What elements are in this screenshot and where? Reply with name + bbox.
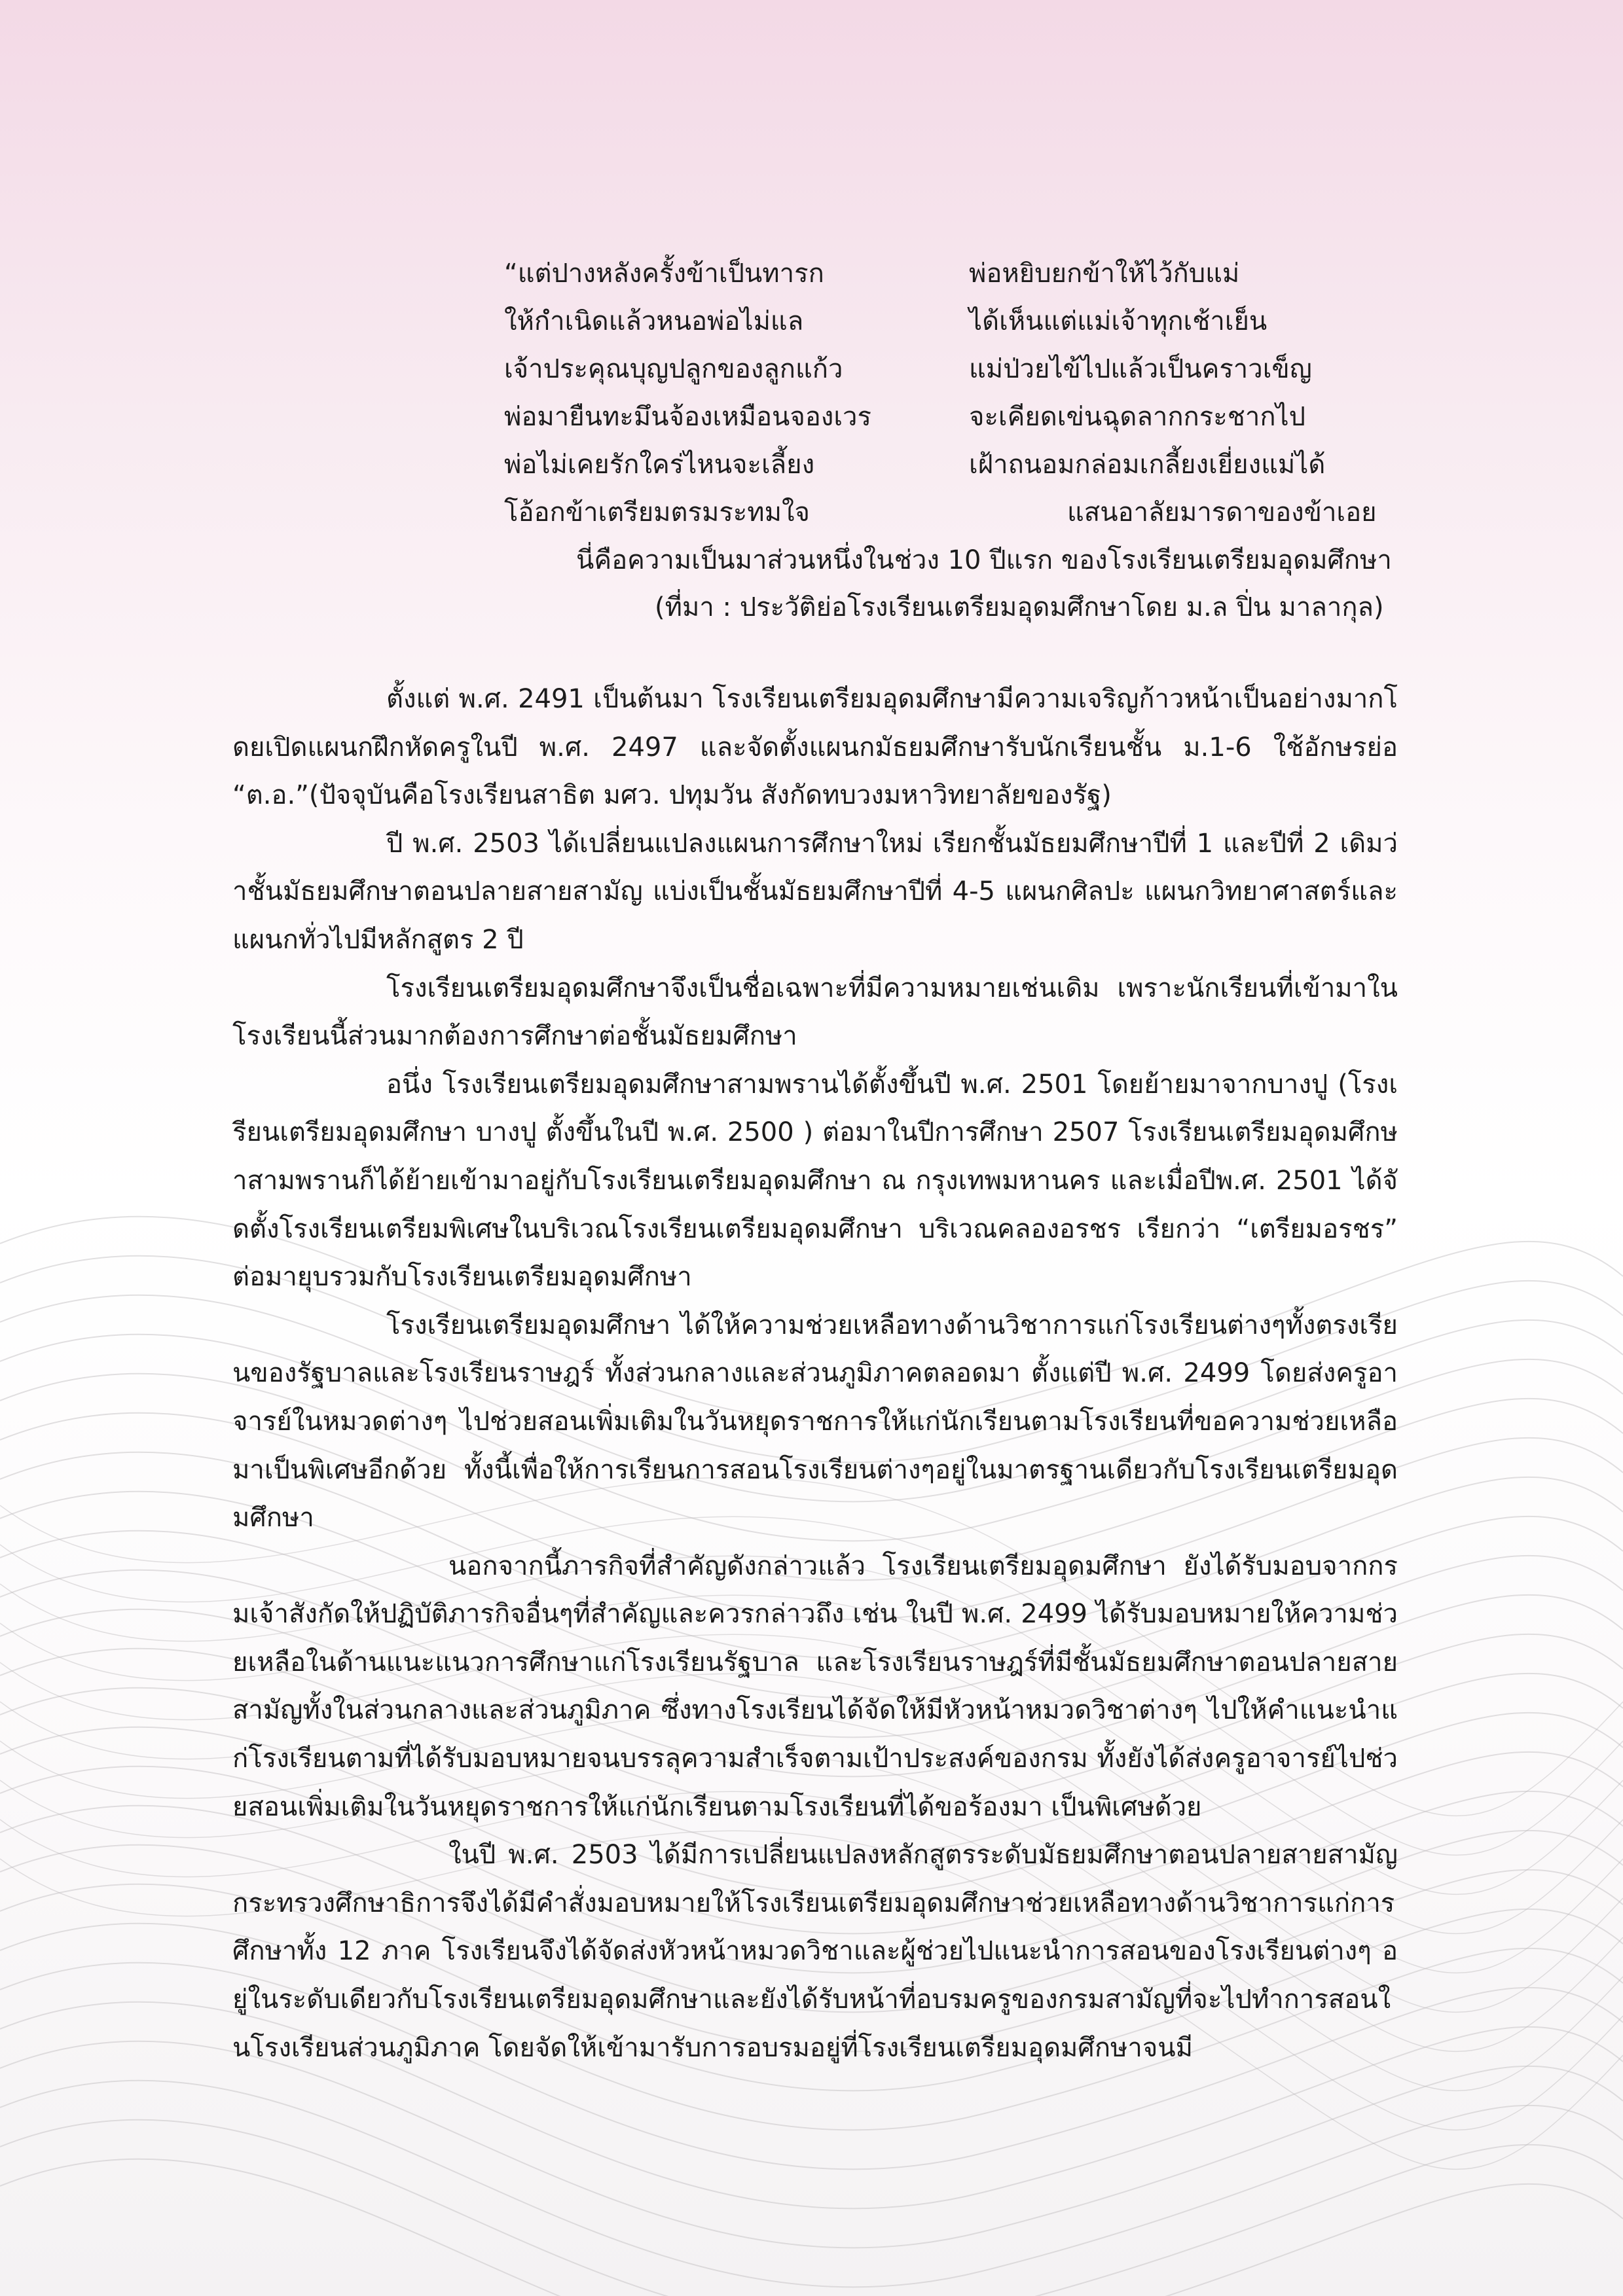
poem-line xyxy=(504,298,1434,346)
poem-verse-left: “แต่ปางหลังครั้งข้าเป็นทารก xyxy=(504,259,824,289)
poem-verse-left: พ่อมายืนทะมึนจ้องเหมือนจองเวร xyxy=(504,402,871,432)
poem-verse-right: แสนอาลัยมารดาของข้าเอย xyxy=(1067,497,1377,528)
paragraph: ปี พ.ศ. 2503 ได้เปลี่ยนแปลงแผนการศึกษาใหม่ เรียกชั้นมัธยมศึกษาปีที่ 1 และปีที่ 2 เดิมว่าชั้นมัธยมศึกษาตอนปลายสายสามัญ แบ่งเป็นชั้นมัธยมศึกษาปีที่ 4-5 แผนกศิลปะ แผนกวิทยาศาสตร์และแผนกทั่วไปมีหลักสูตร 2 ปี xyxy=(232,828,1398,955)
poem-block xyxy=(504,250,1434,537)
poem-caption: นี่คือความเป็นมาส่วนหนึ่งในช่วง 10 ปีแรก ของโรงเรียนเตรียมอุดมศึกษา xyxy=(576,545,1392,575)
poem-verse-right: พ่อหยิบยกข้าให้ไว้กับแม่ xyxy=(969,259,1240,289)
poem-verse-right: จะเคียดเข่นฉุดลากกระชากไป xyxy=(969,402,1306,432)
paragraph: ตั้งแต่ พ.ศ. 2491 เป็นต้นมา โรงเรียนเตรียมอุดมศึกษามีความเจริญก้าวหน้าเป็นอย่างมากโดยเปิดแผนกฝึกหัดครูในปี พ.ศ. 2497 และจัดตั้งแผนกมัธยมศึกษารับนักเรียนชั้น ม.1-6 ใช้อักษรย่อ “ต.อ.”(ปัจจุบันคือโรงเรียนสาธิต มศว. ปทุมวัน สังกัดทบวงมหาวิทยาลัยของรัฐ) xyxy=(232,684,1398,811)
poem-source: (ที่มา : ประวัติย่อโรงเรียนเตรียมอุดมศึกษาโดย ม.ล ปิ่น มาลากุล) xyxy=(655,592,1384,622)
paragraph: ในปี พ.ศ. 2503 ได้มีการเปลี่ยนแปลงหลักสูตรระดับมัธยมศึกษาตอนปลายสายสามัญ กระทรวงศึกษาธิการจึงได้มีคำสั่งมอบหมายให้โรงเรียนเตรียมอุดมศึกษาช่วยเหลือทางด้านวิชาการแก่การศึกษาทั้ง 12 ภาค โรงเรียนจึงได้จัดส่งหัวหน้าหมวดวิชาและผู้ช่วยไปแนะนำการสอนของโรงเรียนต่างๆ อยู่ในระดับเดียวกับโรงเรียนเตรียมอุดมศึกษาและยังได้รับหน้าที่อบรมครูของกรมสามัญที่จะไปทำการสอนในโรงเรียนส่วนภูมิภาค โดยจัดให้เข้ามารับการอบรมอยู่ที่โรงเรียนเตรียมอุดมศึกษาจนมี xyxy=(232,1840,1398,2063)
poem-line xyxy=(504,441,1434,489)
poem-verse-left: เจ้าประคุณบุญปลูกของลูกแก้ว xyxy=(504,354,843,384)
poem-verse-right: แม่ป่วยไข้ไปแล้วเป็นคราวเข็ญ xyxy=(969,354,1312,384)
paragraph: โรงเรียนเตรียมอุดมศึกษา ได้ให้ความช่วยเหลือทางด้านวิชาการแก่โรงเรียนต่างๆทั้งตรงเรียนของรัฐบาลและโรงเรียนราษฎร์ ทั้งส่วนกลางและส่วนภูมิภาคตลอดมา ตั้งแต่ปี พ.ศ. 2499 โดยส่งครูอาจารย์ในหมวดต่างๆ ไปช่วยสอนเพิ่มเติมในวันหยุดราชการให้แก่นักเรียนตามโรงเรียนที่ขอความช่วยเหลือมาเป็นพิเศษอีกด้วย ทั้งนี้เพื่อให้การเรียนการสอนโรงเรียนต่างๆอยู่ในมาตรฐานเดียวกับโรงเรียนเตรียมอุดมศึกษา xyxy=(232,1310,1398,1534)
poem-verse-right: เฝ้าถนอมกล่อมเกลี้ยงเยี่ยงแม่ได้ xyxy=(969,450,1326,480)
poem-line xyxy=(504,250,1434,298)
paragraph: อนึ่ง โรงเรียนเตรียมอุดมศึกษาสามพรานได้ตั้งขึ้นปี พ.ศ. 2501 โดยย้ายมาจากบางปู (โรงเรียนเตรียมอุดมศึกษา บางปู ตั้งขึ้นในปี พ.ศ. 2500 ) ต่อมาในปีการศึกษา 2507 โรงเรียนเตรียมอุดมศึกษาสามพรานก็ได้ย้ายเข้ามาอยู่กับโรงเรียนเตรียมอุดมศึกษา ณ กรุงเทพมหานคร และเมื่อปีพ.ศ. 2501 ได้จัดตั้งโรงเรียนเตรียมพิเศษในบริเวณโรงเรียนเตรียมอุดมศึกษา บริเวณคลองอรชร เรียกว่า “เตรียมอรชร” ต่อมายุบรวมกับโรงเรียนเตรียมอุดมศึกษา xyxy=(232,1069,1398,1293)
body-text xyxy=(232,675,1398,2072)
poem-line xyxy=(504,489,1434,537)
poem-verse-right: ได้เห็นแต่แม่เจ้าทุกเช้าเย็น xyxy=(969,306,1267,336)
paragraph: โรงเรียนเตรียมอุดมศึกษาจึงเป็นชื่อเฉพาะที่มีความหมายเช่นเดิม เพราะนักเรียนที่เข้ามาในโรงเรียนนี้ส่วนมากต้องการศึกษาต่อชั้นมัธยมศึกษา xyxy=(232,973,1398,1052)
poem-verse-left: ให้กำเนิดแล้วหนอพ่อไม่แล xyxy=(504,306,804,336)
poem-verse-left: พ่อไม่เคยรักใคร่ไหนจะเลี้ยง xyxy=(504,450,815,480)
paragraph: นอกจากนี้ภารกิจที่สำคัญดังกล่าวแล้ว โรงเรียนเตรียมอุดมศึกษา ยังได้รับมอบจากกรมเจ้าสังกัดให้ปฏิบัติภารกิจอื่นๆที่สำคัญและควรกล่าวถึง เช่น ในปี พ.ศ. 2499 ได้รับมอบหมายให้ความช่วยเหลือในด้านแนะแนวการศึกษาแก่โรงเรียนรัฐบาล และโรงเรียนราษฎร์ที่มีชั้นมัธยมศึกษาตอนปลายสายสามัญทั้งในส่วนกลางและส่วนภูมิภาค ซึ่งทางโรงเรียนได้จัดให้มีหัวหน้าหมวดวิชาต่างๆ ไปให้คำแนะนำแก่โรงเรียนตามที่ได้รับมอบหมายจนบรรลุความสำเร็จตามเป้าประสงค์ของกรม ทั้งยังได้ส่งครูอาจารย์ไปช่วยสอนเพิ่มเติมในวันหยุดราชการให้แก่นักเรียนตามโรงเรียนที่ได้ขอร้องมา เป็นพิเศษด้วย xyxy=(232,1551,1398,1822)
poem-line xyxy=(504,393,1434,441)
poem-verse-left: โอ้อกข้าเตรียมตรมระทมใจ xyxy=(504,497,810,528)
poem-line xyxy=(504,346,1434,393)
